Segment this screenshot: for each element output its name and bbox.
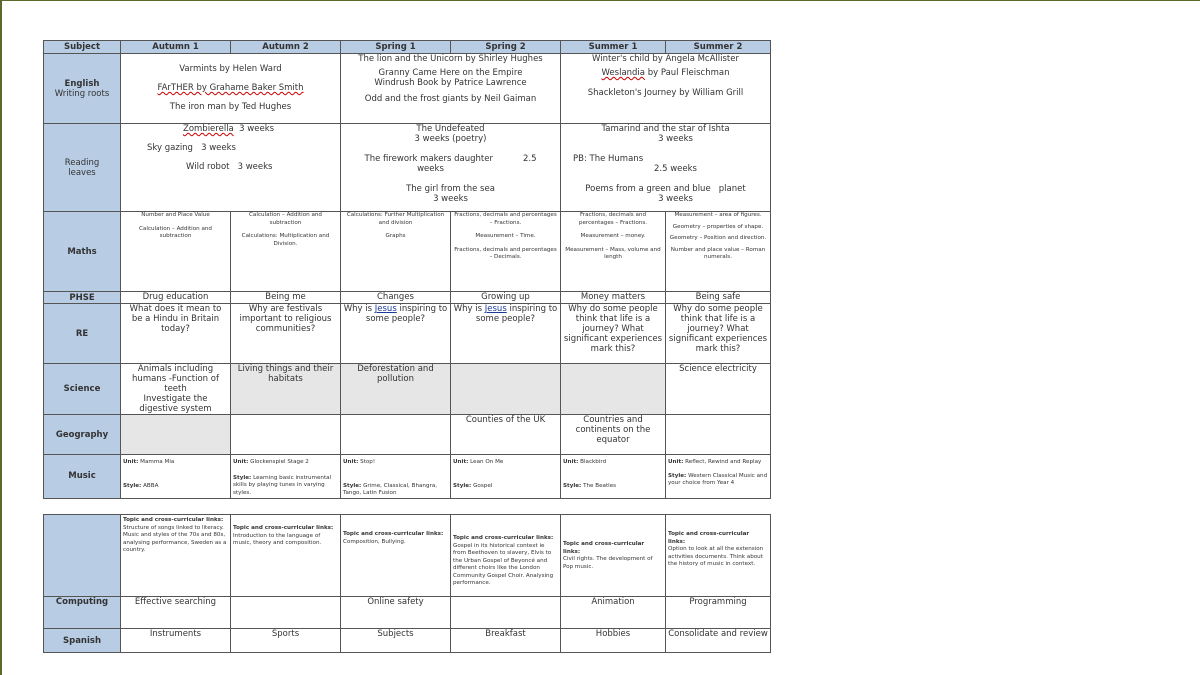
english-book: Granny Came Here on the Empire Windrush Book by Patrice Lawrence (374, 68, 527, 88)
phse-cell: Changes (341, 292, 451, 304)
computing-row (44, 597, 771, 629)
music-autumn-2: Unit: Glockenspiel Stage 2 Style: Learning basic instrumental skills by playing tunes in varying styles. (231, 455, 341, 499)
english-book: FArTHER by Grahame Baker Smith (157, 83, 304, 93)
maths-row (44, 212, 771, 292)
music-topics-row (44, 515, 771, 597)
header-subject: Subject (44, 41, 121, 54)
re-autumn-1: What does it mean to be a Hindu in Britain today? (121, 304, 231, 364)
music-topic: Topic and cross-curricular links: Introduction to the language of music, theory and composition. (231, 515, 341, 597)
maths-summer-1: Fractions, decimals and percentages – Fractions. Measurement – money. Measurement – Mass, volume and length (561, 212, 666, 292)
phse-label: PHSE (44, 292, 121, 304)
computing-cell: Animation (561, 597, 666, 629)
music-topic: Topic and cross-curricular links: Gospel in its historical context ie from Beethoven to slavery, Elvis to the Urban Gospel of Beyoncé and different choirs like the London Community Gospel Choir. Analysing performance. (451, 515, 561, 597)
music-spring-2: Unit: Lean On Me Style: Gospel (451, 455, 561, 499)
geography-summer-2 (666, 415, 771, 455)
reading-row (44, 124, 771, 212)
computing-cell (451, 597, 561, 629)
re-summer-2: Why do some people think that life is a journey? What significant experiences mark this? (666, 304, 771, 364)
header-spring-1: Spring 1 (341, 41, 451, 54)
computing-cell (231, 597, 341, 629)
reading-label: Reading leaves (44, 124, 121, 212)
spanish-cell: Hobbies (561, 629, 666, 653)
re-spring-1: Why is Jesus inspiring to some people? (341, 304, 451, 364)
science-autumn-2: Living things and their habitats (231, 364, 341, 415)
geography-label: Geography (44, 415, 121, 455)
maths-spring-2: Fractions, decimals and percentages – Fractions. Measurement – Time. Fractions, decimals and percentages – Decimals. (451, 212, 561, 292)
computing-label: Computing (44, 597, 121, 629)
science-label: Science (44, 364, 121, 415)
phse-cell: Growing up (451, 292, 561, 304)
music-summer-2: Unit: Reflect, Rewind and Replay Style: Western Classical Music and your choice from Year 4 (666, 455, 771, 499)
english-book: The iron man by Ted Hughes (169, 102, 292, 112)
music-row (44, 455, 771, 499)
geography-spring-1 (341, 415, 451, 455)
page-top-border (0, 0, 1200, 1)
computing-cell: Programming (666, 597, 771, 629)
re-spring-2: Why is Jesus inspiring to some people? (451, 304, 561, 364)
spanish-cell: Instruments (121, 629, 231, 653)
english-book: The lion and the Unicorn by Shirley Hughes (358, 54, 543, 64)
music-autumn-1: Unit: Mamma Mia Style: ABBA (121, 455, 231, 499)
maths-spring-1: Calculations: Further Multiplication and division Graphs (341, 212, 451, 292)
english-label: English Writing roots (44, 54, 121, 124)
science-row (44, 364, 771, 415)
reading-autumn: Zombierella 3 weeks Sky gazing 3 weeks Wild robot 3 weeks (121, 124, 341, 212)
english-book: Winter's child by Angela McAllister (592, 54, 739, 64)
computing-cell: Online safety (341, 597, 451, 629)
curriculum-table (43, 40, 771, 499)
music-topic: Topic and cross-curricular links: Structure of songs linked to literacy. Music and styles of the 70s and 80s, analysing performance, Sweden as a country. (121, 515, 231, 597)
phse-row (44, 292, 771, 304)
phse-cell: Being safe (666, 292, 771, 304)
music-summer-1: Unit: Blackbird Style: The Beatles (561, 455, 666, 499)
computing-cell: Effective searching (121, 597, 231, 629)
music-spring-1: Unit: Stop! Style: Grime, Classical, Bhangra, Tango, Latin Fusion (341, 455, 451, 499)
re-label: RE (44, 304, 121, 364)
page-left-border (0, 0, 2, 675)
music-topic: Topic and cross-curricular links: Option to look at all the extension activities documents. Think about the history of music in context. (666, 515, 771, 597)
spanish-cell: Consolidate and review (666, 629, 771, 653)
header-autumn-2: Autumn 2 (231, 41, 341, 54)
maths-label: Maths (44, 212, 121, 292)
english-row (44, 54, 771, 124)
english-book: Odd and the frost giants by Neil Gaiman (364, 94, 537, 104)
english-book: Shackleton's Journey by William Grill (587, 88, 744, 98)
english-summer (561, 54, 771, 124)
science-spring-2 (451, 364, 561, 415)
header-summer-2: Summer 2 (666, 41, 771, 54)
science-spring-1: Deforestation and pollution (341, 364, 451, 415)
english-book: Varmints by Helen Ward (179, 64, 282, 74)
geography-autumn-1 (121, 415, 231, 455)
header-autumn-1: Autumn 1 (121, 41, 231, 54)
english-spring (341, 54, 561, 124)
phse-cell: Money matters (561, 292, 666, 304)
spanish-cell: Subjects (341, 629, 451, 653)
reading-summer: Tamarind and the star of Ishta 3 weeks PB: The Humans 2.5 weeks Poems from a green and blue planet 3 weeks (561, 124, 771, 212)
spanish-row (44, 629, 771, 653)
curriculum-table-continued (43, 514, 771, 653)
geography-autumn-2 (231, 415, 341, 455)
music-topic: Topic and cross-curricular links: Civil rights. The development of Pop music. (561, 515, 666, 597)
phse-cell: Drug education (121, 292, 231, 304)
geography-row (44, 415, 771, 455)
geography-spring-2: Counties of the UK (451, 415, 561, 455)
re-row (44, 304, 771, 364)
music-topics-label (44, 515, 121, 597)
spanish-label: Spanish (44, 629, 121, 653)
science-summer-1 (561, 364, 666, 415)
re-autumn-2: Why are festivals important to religious communities? (231, 304, 341, 364)
science-autumn-1: Animals including humans -Function of teeth Investigate the digestive system (121, 364, 231, 415)
english-book: Weslandia by Paul Fleischman (601, 68, 730, 78)
music-label: Music (44, 455, 121, 499)
english-autumn (121, 54, 341, 124)
spanish-cell: Breakfast (451, 629, 561, 653)
re-summer-1: Why do some people think that life is a journey? What significant experiences mark this? (561, 304, 666, 364)
phse-cell: Being me (231, 292, 341, 304)
header-summer-1: Summer 1 (561, 41, 666, 54)
maths-autumn-2: Calculation – Addition and subtraction Calculations: Multiplication and Division. (231, 212, 341, 292)
header-row (44, 41, 771, 54)
header-spring-2: Spring 2 (451, 41, 561, 54)
spanish-cell: Sports (231, 629, 341, 653)
reading-spring: The Undefeated 3 weeks (poetry) The firework makers daughter 2.5 weeks The girl from the sea 3 weeks (341, 124, 561, 212)
maths-summer-2: Measurement – area of figures. Geometry – properties of shape. Geometry – Position and direction. Number and place value – Roman numerals. (666, 212, 771, 292)
geography-summer-1: Countries and continents on the equator (561, 415, 666, 455)
music-topic: Topic and cross-curricular links: Composition, Bullying. (341, 515, 451, 597)
science-summer-2: Science electricity (666, 364, 771, 415)
maths-autumn-1: Number and Place Value Calculation – Addition and subtraction (121, 212, 231, 292)
